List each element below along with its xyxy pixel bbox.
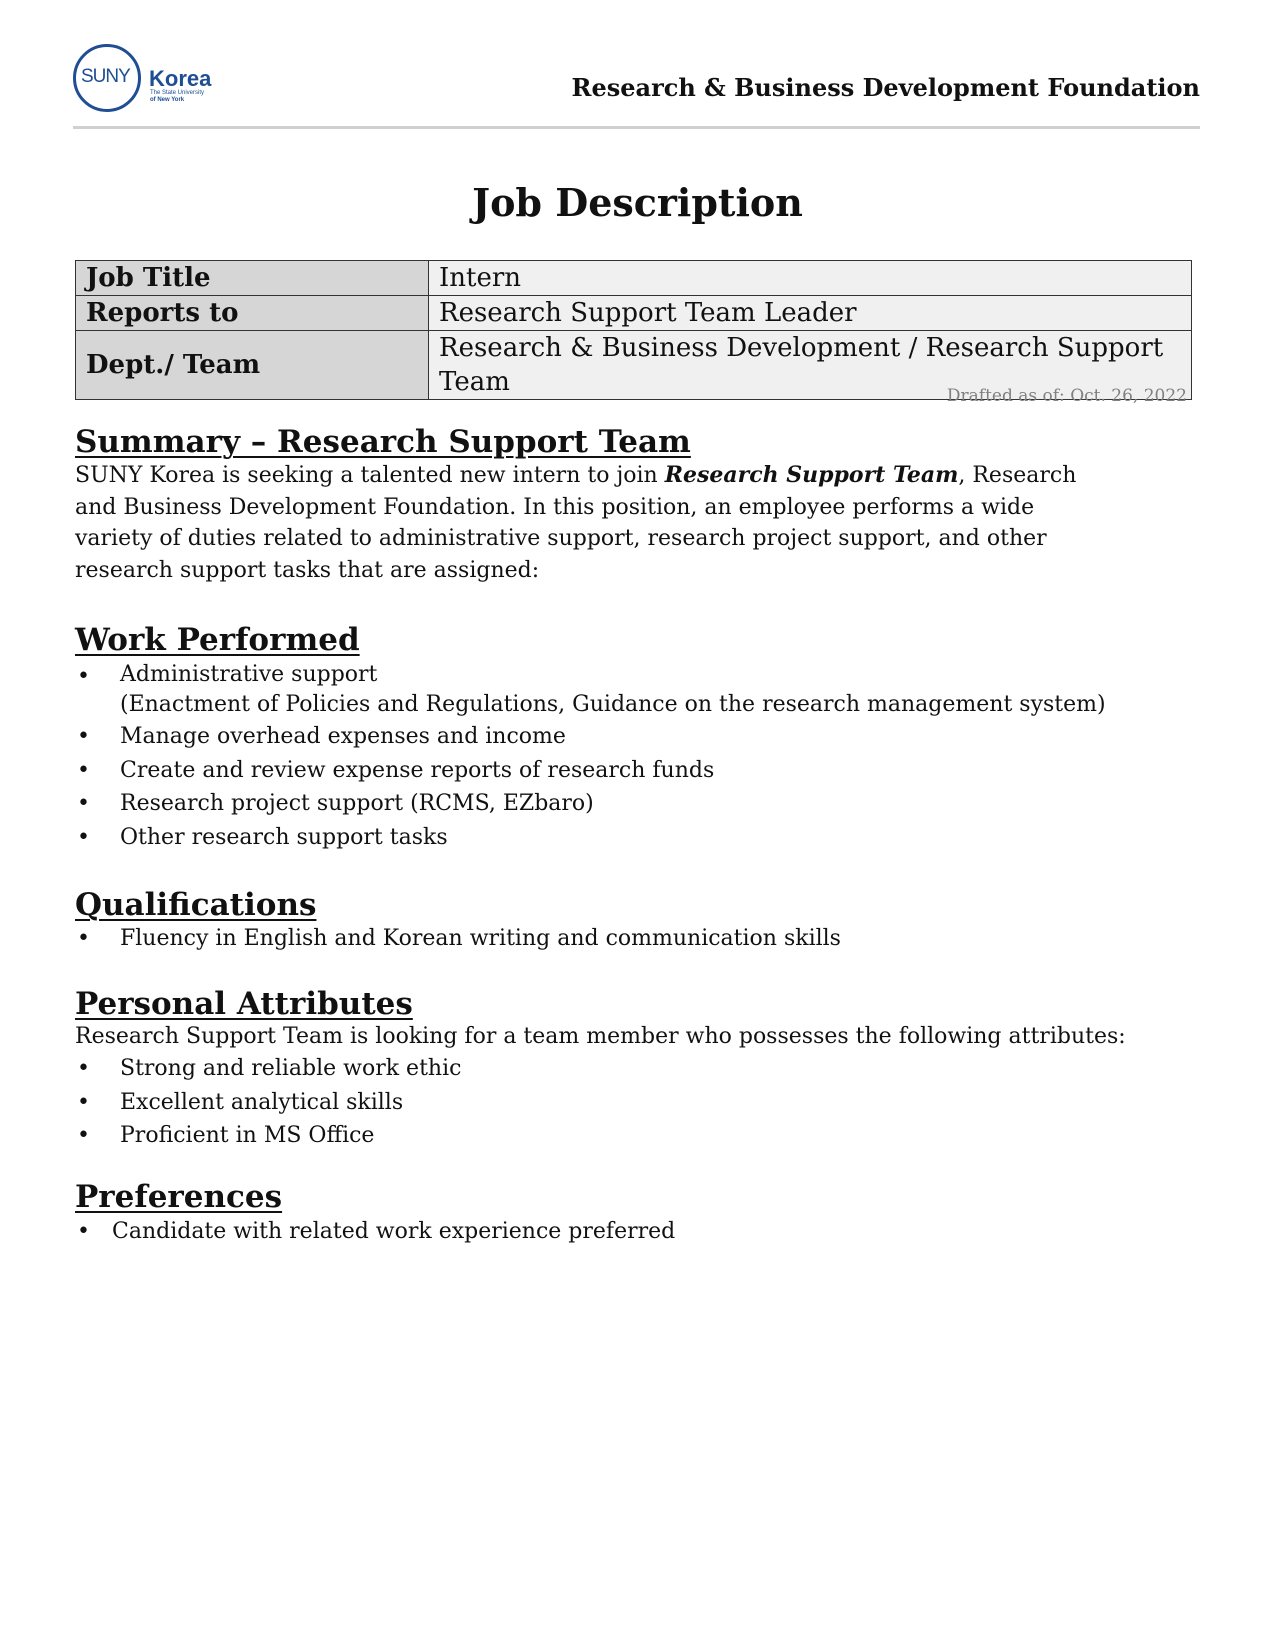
logo-korea-text: Korea xyxy=(149,66,212,91)
list-item: • Manage overhead expenses and income xyxy=(75,720,1175,754)
summary-text-before: SUNY Korea is seeking a talented new intern to join xyxy=(75,463,665,488)
job-info-table xyxy=(75,260,1192,400)
logo-suny-text: SUNY xyxy=(81,66,130,87)
page-title: Job Description xyxy=(472,180,803,225)
qualifications-heading: Qualifications xyxy=(75,887,317,923)
work-heading: Work Performed xyxy=(75,622,360,658)
job-title-label: Job Title xyxy=(76,261,429,296)
list-item: • Strong and reliable work ethic xyxy=(75,1052,1175,1086)
suny-korea-logo xyxy=(73,44,213,116)
work-item-text: • Administrative support xyxy=(120,662,378,687)
attributes-intro: Research Support Team is looking for a team member who possesses the following attributes: xyxy=(75,1024,1126,1049)
preferences-list xyxy=(75,1215,1175,1249)
attributes-list xyxy=(75,1052,1175,1153)
reports-to-value: Research Support Team Leader xyxy=(429,296,1192,331)
list-item: • Other research support tasks xyxy=(75,821,1175,855)
dept-team-label: Dept./ Team xyxy=(76,331,429,400)
work-item-subtext: (Enactment of Policies and Regulations, Guidance on the research management system) xyxy=(120,692,1106,717)
table-row xyxy=(76,296,1192,331)
logo-subtitle: The State University xyxy=(150,90,205,96)
summary-text-after: , Research and Business Development Foundation. In this position, an employee performs a wide variety of duties related to administrative support, research project support, and other research support tasks that are assigned: xyxy=(75,463,1077,583)
summary-heading: Summary – Research Support Team xyxy=(75,424,691,460)
work-list xyxy=(75,660,1175,854)
qualifications-list xyxy=(75,922,1175,956)
list-item xyxy=(75,660,1175,720)
preferences-heading: Preferences xyxy=(75,1179,283,1215)
table-row xyxy=(76,261,1192,296)
organization-name: Research & Business Development Foundation xyxy=(571,73,1200,102)
job-title-value: Intern xyxy=(429,261,1192,296)
logo-subtitle-2: of New York xyxy=(150,97,185,103)
list-item: • Candidate with related work experience preferred xyxy=(75,1215,1175,1249)
list-item: • Create and review expense reports of research funds xyxy=(75,754,1175,788)
list-item: • Excellent analytical skills xyxy=(75,1086,1175,1120)
reports-to-label: Reports to xyxy=(76,296,429,331)
attributes-heading: Personal Attributes xyxy=(75,986,413,1022)
summary-emphasis: Research Support Team xyxy=(664,462,959,488)
drafted-date: Drafted as of: Oct. 26, 2022 xyxy=(946,386,1187,406)
dept-team-value: Research & Business Development / Research Support Team xyxy=(429,331,1192,400)
list-item: • Fluency in English and Korean writing and communication skills xyxy=(75,922,1175,956)
list-item: • Research project support (RCMS, EZbaro) xyxy=(75,787,1175,821)
list-item: • Proficient in MS Office xyxy=(75,1119,1175,1153)
summary-paragraph xyxy=(75,460,1085,586)
header-divider xyxy=(73,126,1200,129)
